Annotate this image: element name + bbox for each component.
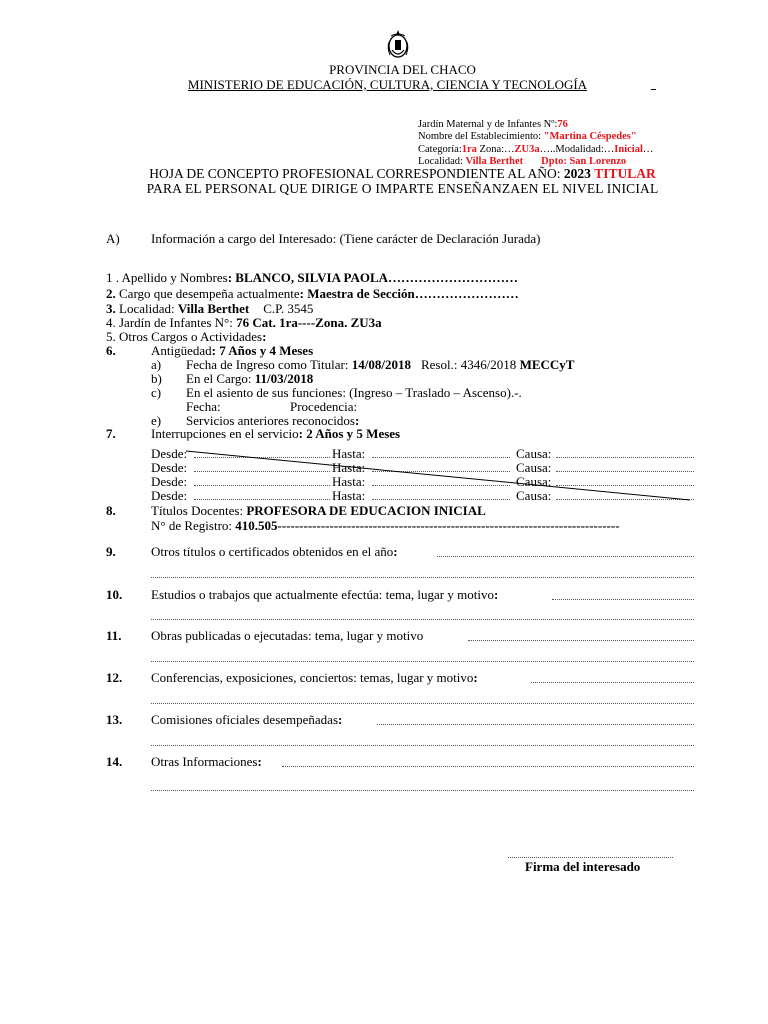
item-6c-fecha: Fecha: xyxy=(186,399,221,414)
item-13-num: 13. xyxy=(106,712,123,727)
item-11-obras: Obras publicadas o ejecutadas: tema, lugar y motivo xyxy=(151,628,424,643)
jardin-number: Jardín Maternal y de Infantes Nº:76 xyxy=(418,119,568,130)
item-6c-asiento: En el asiento de sus funciones: (Ingreso – Traslado – Ascenso).-. xyxy=(186,385,522,400)
localidad-dpto: Localidad: Villa Berthet Dpto: San Lorenzo xyxy=(418,156,627,167)
hasta-label: Hasta: xyxy=(332,446,366,461)
item-14-otras: Otras Informaciones: xyxy=(151,754,262,769)
desde-label: Desde: xyxy=(151,488,188,503)
item-14-num: 14. xyxy=(106,754,123,769)
section-a-letter: A) xyxy=(106,231,120,246)
item-11-num: 11. xyxy=(106,628,122,643)
causa-label: Causa: xyxy=(516,474,552,489)
item-6a-letter: a) xyxy=(151,357,162,372)
item-8-titulos: Títulos Docentes: PROFESORA DE EDUCACION INICIAL xyxy=(151,503,486,518)
desde-label: Desde: xyxy=(151,446,188,461)
hasta-label: Hasta: xyxy=(332,474,366,489)
ministry-title: MINISTERIO DE EDUCACIÓN, CULTURA, CIENCIA Y TECNOLOGÍA xyxy=(187,77,588,92)
categoria-zona-modalidad: Categoría:1ra Zona:…ZU3a…..Modalidad:…Inicial… xyxy=(418,144,654,155)
causa-label: Causa: xyxy=(516,460,552,475)
item-6b-letter: b) xyxy=(151,371,162,386)
item-6-num: 6. xyxy=(106,343,116,358)
item-6c-letter: c) xyxy=(151,385,162,400)
signature-line xyxy=(508,857,673,858)
item-9-num: 9. xyxy=(106,544,116,559)
item-3-localidad: 3. Localidad: Villa Berthet C.P. 3545 xyxy=(106,301,314,316)
item-12-num: 12. xyxy=(106,670,123,685)
item-2-cargo: 2. Cargo que desempeña actualmente: Maestra de Sección…………………… xyxy=(106,286,519,301)
item-7-num: 7. xyxy=(106,426,116,441)
hasta-label: Hasta: xyxy=(332,488,366,503)
document-title-line1: HOJA DE CONCEPTO PROFESIONAL CORRESPONDIENTE AL AÑO: 2023 TITULAR xyxy=(149,166,656,181)
establishment-name: Nombre del Establecimiento: "Martina Céspedes" xyxy=(418,131,637,142)
province-title: PROVINCIA DEL CHACO xyxy=(329,62,476,77)
hasta-label: Hasta: xyxy=(332,460,366,475)
item-8-num: 8. xyxy=(106,503,116,518)
item-6b-en-el-cargo: En el Cargo: 11/03/2018 xyxy=(186,371,314,386)
desde-label: Desde: xyxy=(151,474,188,489)
item-12-conferencias: Conferencias, exposiciones, conciertos: temas, lugar y motivo: xyxy=(151,670,478,685)
item-8-registro: N° de Registro: 410.505------------------------------------------------------------------------------- xyxy=(151,518,620,533)
item-6a-fecha-ingreso: Fecha de Ingreso como Titular: 14/08/2018 Resol.: 4346/2018 MECCyT xyxy=(186,357,575,372)
item-6-antiguedad: Antigüedad: 7 Años y 4 Meses xyxy=(151,343,314,358)
item-4-jardin: 4. Jardín de Infantes N°: 76 Cat. 1ra----Zona. ZU3a xyxy=(106,315,382,330)
item-13-comisiones: Comisiones oficiales desempeñadas: xyxy=(151,712,343,727)
item-5-otros-cargos: 5. Otros Cargos o Actividades: xyxy=(106,329,267,344)
item-6c-procedencia: Procedencia: xyxy=(290,399,358,414)
item-10-estudios: Estudios o trabajos que actualmente efectúa: tema, lugar y motivo: xyxy=(151,587,499,602)
item-10-num: 10. xyxy=(106,587,123,602)
section-a-text: Información a cargo del Interesado: (Tiene carácter de Declaración Jurada) xyxy=(151,231,541,246)
item-6e-letter: e) xyxy=(151,413,162,428)
desde-label: Desde: xyxy=(151,460,188,475)
item-9-otros-titulos: Otros títulos o certificados obtenidos en el año: xyxy=(151,544,398,559)
document-title-line2: PARA EL PERSONAL QUE DIRIGE O IMPARTE ENSEÑANZAEN EL NIVEL INICIAL xyxy=(146,181,659,196)
signature-label: Firma del interesado xyxy=(525,859,641,874)
item-1-apellido: 1 . Apellido y Nombres: BLANCO, SILVIA PAOLA………………………… xyxy=(106,270,519,285)
item-7-interrupciones: Interrupciones en el servicio: 2 Años y 5 Meses xyxy=(151,426,401,441)
causa-label: Causa: xyxy=(516,446,552,461)
causa-label: Causa: xyxy=(516,488,552,503)
item-6e-servicios: Servicios anteriores reconocidos: xyxy=(186,413,360,428)
